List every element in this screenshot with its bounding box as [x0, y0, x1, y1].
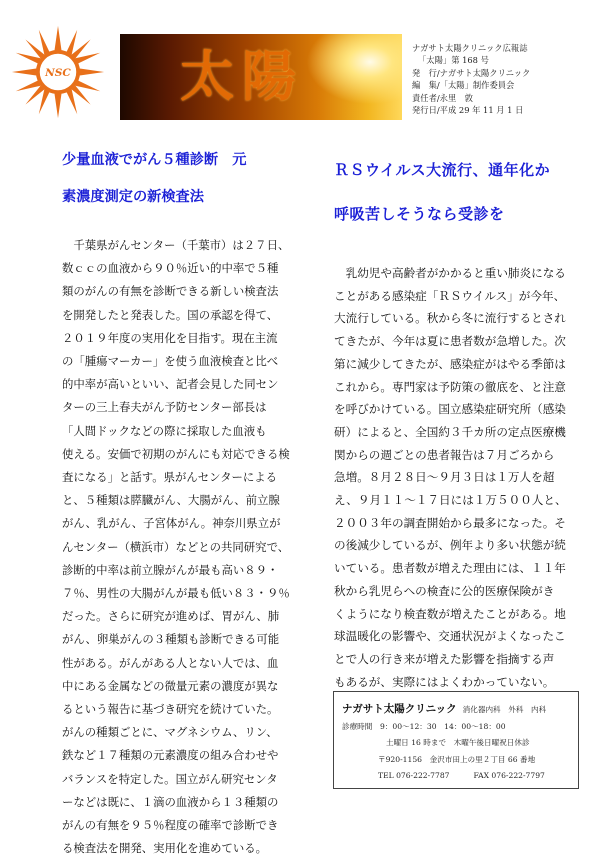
body-line: を開発したと発表した。国の承認を得て、 [62, 307, 279, 322]
body-line: 第に減少してきたが、感染症がはやる季節は [334, 356, 566, 371]
masthead-date: 発行日/平成 29 年 11 月 1 日 [412, 105, 524, 116]
body-line: ことがある感染症「ＲＳウイルス」が今年、 [334, 288, 566, 303]
clinic-name: ナガサト太陽クリニック [342, 703, 457, 715]
clinic-hours: 診療時間 9：00〜12：30 14：00〜18：00 [342, 721, 506, 731]
body-line: 性がある。がんがある人とない人では、血 [62, 655, 279, 670]
masthead [412, 42, 598, 116]
body-line: だった。さらに研究が進めば、胃がん、肺 [62, 609, 280, 624]
article-cancer-test [62, 142, 294, 860]
article-body [334, 262, 576, 693]
body-line: いている。患者数が増えた理由には、１１年 [334, 561, 566, 576]
body-line: え、９月１１〜１７日には１万５００人と、 [334, 493, 567, 508]
body-line: 中にある金属などの微量元素の濃度が異な [62, 678, 279, 693]
clinic-fax: FAX 076-222-7797 [473, 771, 545, 780]
body-line: ２００３年の調査開始から最多になった。そ [334, 515, 566, 530]
clinic-departments: 消化器内科 外科 内科 [462, 705, 547, 714]
body-line: の「腫瘍マーカー」を使う血液検査と比べ [62, 354, 279, 369]
body-line: の後減少しているが、例年より多い状態が続 [334, 538, 566, 553]
body-line: 類のがんの有無を診断できる新しい検査法 [62, 284, 279, 299]
article-headline [334, 148, 576, 236]
body-line: 査になる」と話す。県がんセンターによる [62, 470, 278, 485]
body-line: 千葉県がんセンター（千葉市）は２７日、 [62, 238, 290, 252]
clinic-address: 〒920-1156 金沢市田上の里２丁目 66 番地 [378, 754, 536, 764]
body-line: ターの三上春夫がん予防センター部長は [62, 400, 267, 415]
body-line: 鉄など１７種類の元素濃度の組み合わせや [62, 748, 279, 763]
masthead-editor: 編 集/「太陽」制作委員会 [412, 80, 515, 91]
body-line: と、５種類は膵臓がん、大腸がん、前立腺 [62, 493, 280, 508]
body-line: んセンター（横浜市）などとの共同研究で、 [62, 539, 290, 554]
body-line: 球温暖化の影響や、交通状況がよくなったこ [334, 629, 566, 644]
body-line: とで人の行き来が増えた影響を指摘する声 [334, 651, 555, 666]
article-rs-virus [334, 148, 576, 693]
headline-line: ＲＳウイルス大流行、通年化か [334, 161, 551, 179]
headline-line: 素濃度測定の新検査法 [62, 189, 204, 205]
body-line: 秋から乳児らへの検査に公的医療保険がき [334, 583, 555, 598]
body-line: 急増。８月２８日〜９月３日は１万人を超 [334, 470, 555, 485]
article-body [62, 234, 294, 860]
body-line: るという報告に基づき研究を続けていた。 [62, 702, 279, 717]
clinic-info-box [333, 691, 579, 789]
body-line: 「人間ドックなどの際に採取した血液も [62, 423, 267, 438]
clinic-holidays: 土曜日 16 時まで 木曜午後日曜祝日休診 [386, 738, 530, 747]
body-line: ２０１９年度の実用化を目指す。現在主流 [62, 330, 278, 345]
body-line: 大流行している。秋から冬に流行するとされ [334, 311, 566, 326]
body-line: もあるが、実際にはよくわかっていない。 [334, 674, 555, 689]
body-line: がんの種類ごとに、マグネシウム、リン、 [62, 725, 278, 740]
body-line: 使える。安価で初期のがんにも対応できる検 [62, 446, 290, 461]
body-line: これから。専門家は予防策の徹底を、と注意 [334, 379, 566, 394]
sun-banner [120, 34, 402, 120]
body-line: 関からの週ごとの患者報告は７月ごろから [334, 447, 555, 462]
clinic-tel: TEL 076-222-7787 [378, 771, 450, 780]
body-line: くようになり検査数が増えたことがある。地 [334, 606, 566, 621]
body-line: バランスを特定した。国立がん研究センタ [62, 771, 278, 786]
logo-text: NSC [45, 66, 71, 79]
body-line: がん、乳がん、子宮体がん。神奈川県立が [62, 516, 281, 531]
newsletter-title: 太陽 [180, 44, 304, 108]
body-line: を呼びかけている。国立感染症研究所（感染 [334, 402, 566, 417]
masthead-responsible: 責任者/永里 敦 [412, 92, 473, 103]
headline-line: 呼吸苦しそうなら受診を [334, 205, 505, 223]
body-line: がんの有無を９５％程度の確率で診断でき [62, 818, 279, 833]
headline-line: 少量血液でがん５種診断 元 [62, 152, 247, 168]
body-line: 研）によると、全国約３千カ所の定点医療機 [334, 424, 566, 439]
body-line: る検査法を開発、実用化を進めている。 [62, 841, 268, 856]
body-line: ーなどは既に、１滴の血液から１３種類の [62, 794, 279, 809]
clinic-sun-logo [10, 24, 106, 120]
body-line: 診断的中率は前立腺がんが最も高い８９・ [62, 562, 279, 577]
masthead-issue: 「太陽」第 168 号 [418, 55, 489, 66]
body-line: 乳幼児や高齢者がかかると重い肺炎になる [334, 266, 566, 280]
masthead-publisher: 発 行/ナガサト太陽クリニック [412, 67, 531, 78]
masthead-name: ナガサト太陽クリニック広報誌 [412, 43, 528, 53]
body-line: がん、卵巣がんの３種類も診断できる可能 [62, 632, 280, 647]
body-line: 的中率が高いといい、記者会見した同セン [62, 377, 279, 392]
body-line: ７％、男性の大腸がんが最も低い８３・９％ [62, 586, 290, 601]
body-line: 数ｃｃの血液から９０％近い的中率で５種 [62, 261, 279, 276]
body-line: てきたが、今年は夏に患者数が急増した。次 [334, 334, 566, 349]
article-headline [62, 142, 294, 216]
